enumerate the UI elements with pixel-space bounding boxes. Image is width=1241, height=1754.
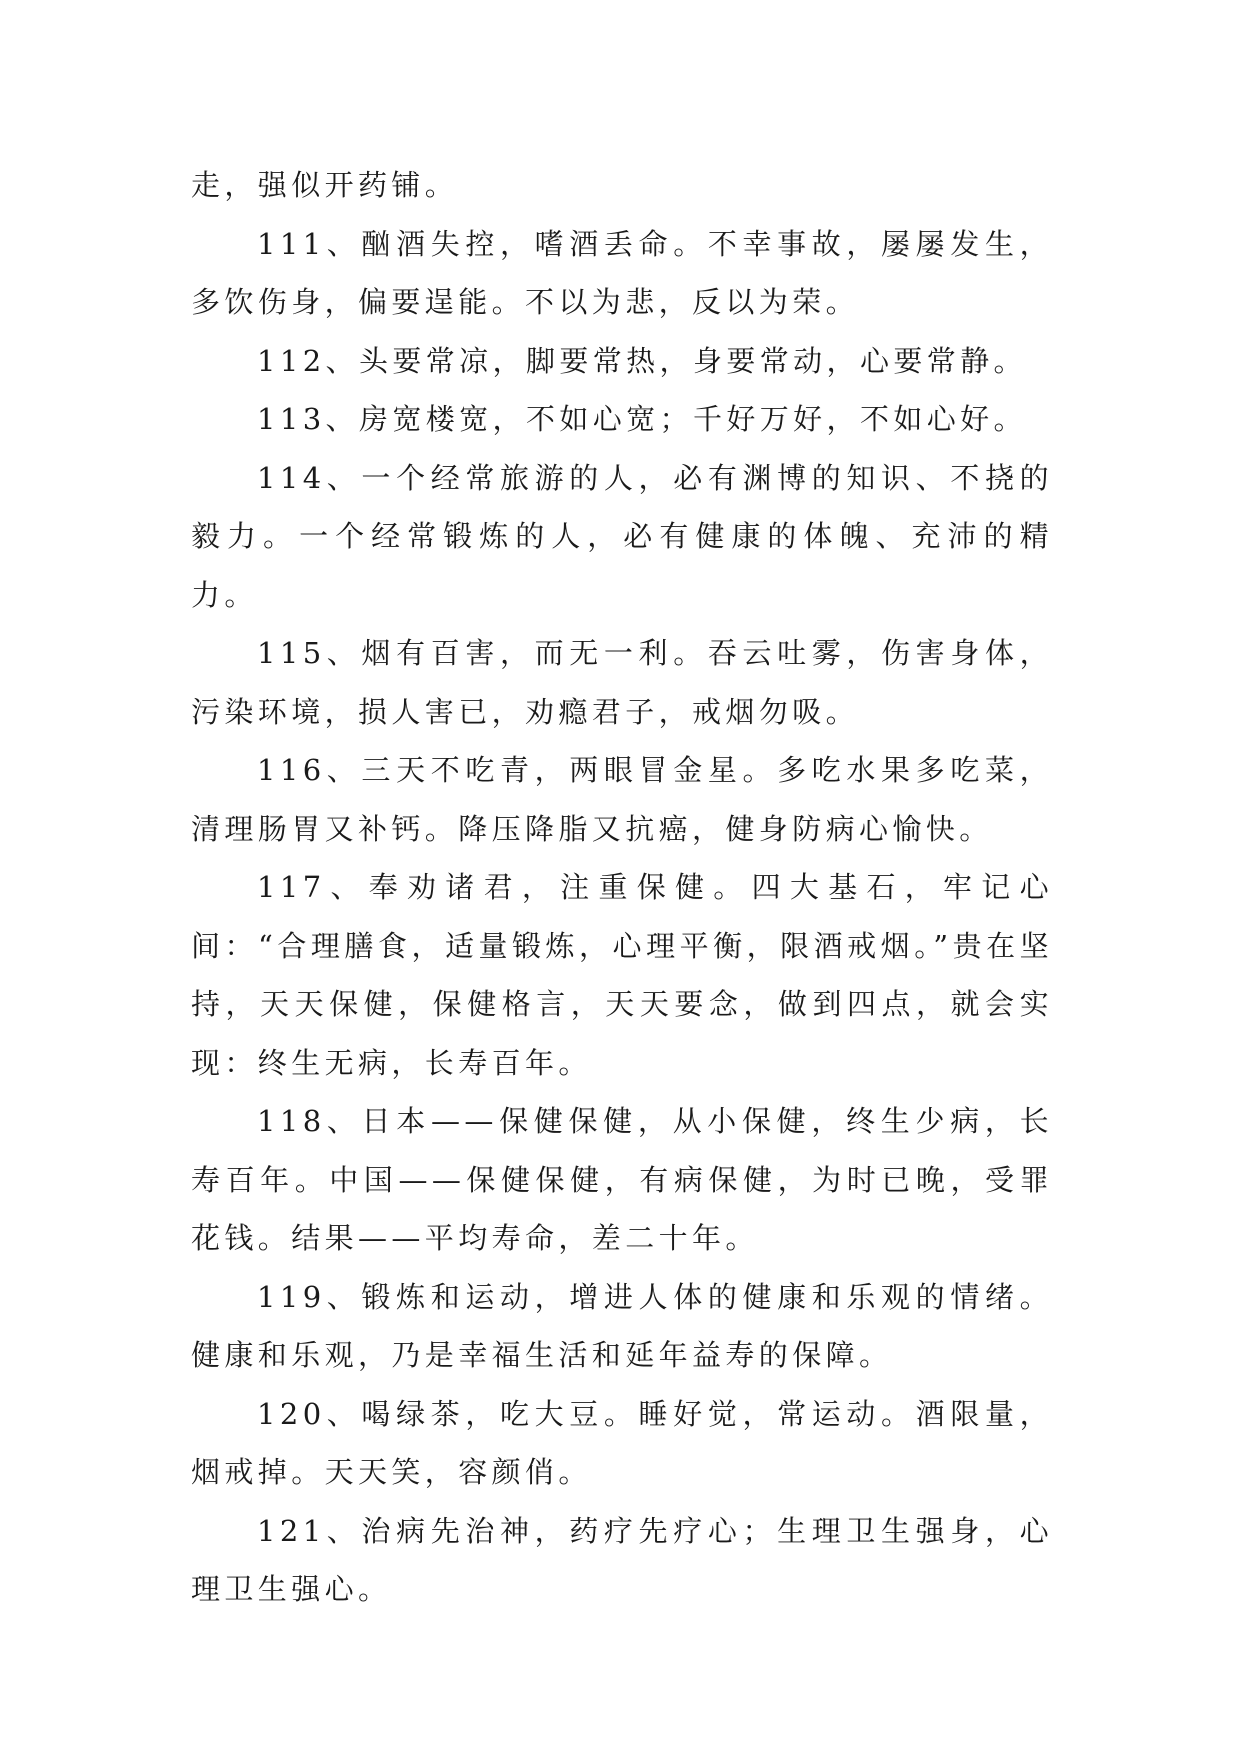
paragraph-121: 121、治病先治神，药疗先疗心；生理卫生强身，心理卫生强心。 (191, 1513, 1053, 1606)
paragraph-111: 111、酗酒失控，嗜酒丢命。不幸事故，屡屡发生，多饮伤身，偏要逞能。不以为悲，反以为荣。 (191, 226, 1053, 319)
paragraph-116: 116、三天不吃青，两眼冒金星。多吃水果多吃菜，清理肠胃又补钙。降压降脂又抗癌，健身防病心愉快。 (191, 753, 1053, 846)
paragraph-115: 115、烟有百害，而无一利。吞云吐雾，伤害身体，污染环境，损人害已，劝瘾君子，戒烟勿吸。 (191, 636, 1053, 729)
paragraph-118: 118、日本——保健保健，从小保健，终生少病，长寿百年。中国——保健保健，有病保健，为时已晚，受罪花钱。结果——平均寿命，差二十年。 (191, 1104, 1053, 1255)
paragraph-120: 120、喝绿茶，吃大豆。睡好觉，常运动。酒限量，烟戒掉。天天笑，容颜俏。 (191, 1396, 1053, 1489)
paragraph-113: 113、房宽楼宽，不如心宽；千好万好，不如心好。 (257, 402, 1027, 436)
paragraph-112: 112、头要常凉，脚要常热，身要常动，心要常静。 (257, 343, 1027, 378)
paragraph-114: 114、一个经常旅游的人，必有渊博的知识、不挠的毅力。一个经常锻炼的人，必有健康的体魄、充沛的精力。 (191, 460, 1053, 612)
paragraph-continuation: 走，强似开药铺。 (191, 168, 459, 202)
body-text (191, 156, 1053, 1619)
paragraph-119: 119、锻炼和运动，增进人体的健康和乐观的情绪。健康和乐观，乃是幸福生活和延年益寿的保障。 (191, 1279, 1053, 1372)
paragraph-117: 117、奉劝诸君，注重保健。四大基石，牢记心间：“合理膳食，适量锻炼，心理平衡，限酒戒烟。”贵在坚持，天天保健，保健格言，天天要念，做到四点，就会实现：终生无病，长寿百年。 (191, 870, 1053, 1080)
